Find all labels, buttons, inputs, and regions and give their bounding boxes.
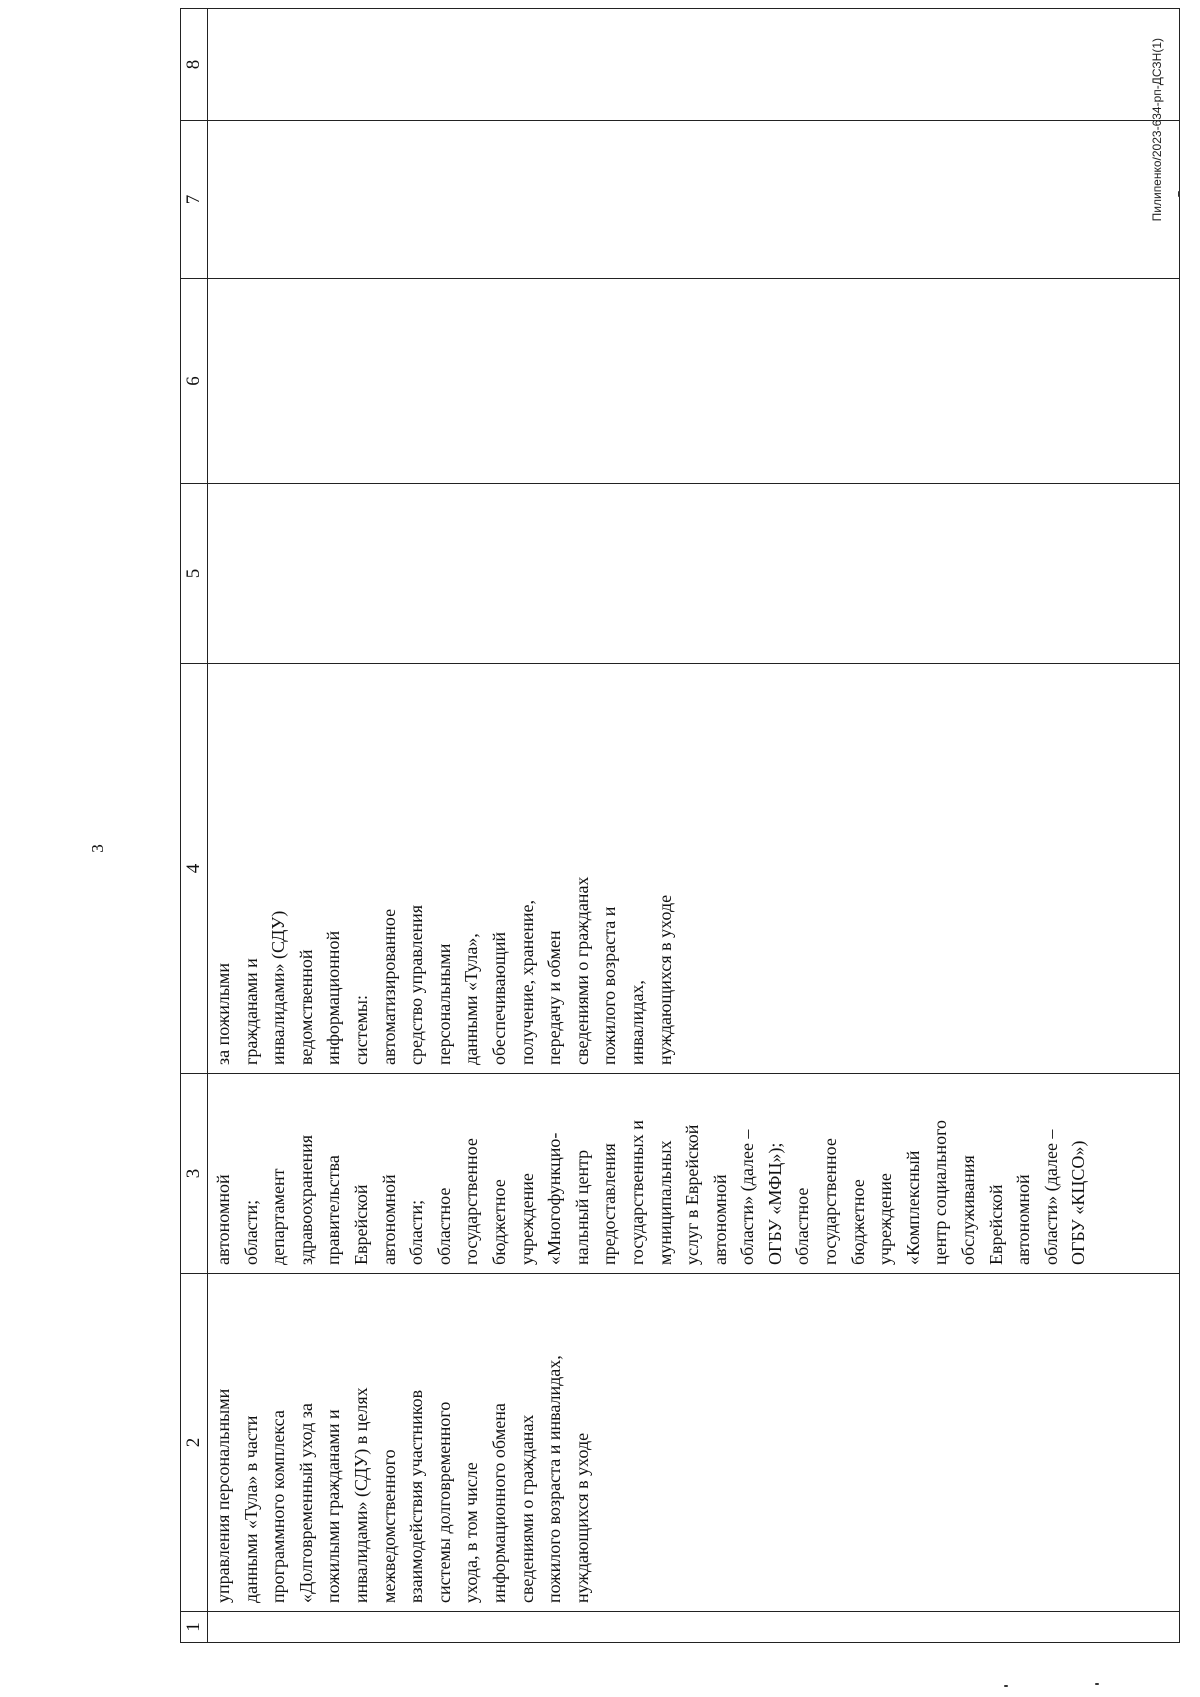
cell-text: управления персональными данными «Тула» в части программного комплекса «Долговременный уход за пожилыми гражданами и инвалидами» (СДУ) в целях межведомственного взаимодействия участников системы долговременного ухода, в том числе информационного обмена сведениями о гражданах пожилого возраста и инвалидах, нуждающихся в уходе: [213, 1355, 592, 1603]
table-cell-col1: [208, 1612, 1180, 1643]
column-number: 5: [181, 484, 208, 664]
cell-text: автономной области; департамент здравоохранения правительства Еврейской автономной области; областное государственное бюджетное учреждение «Многофункцио- нальный центр предоставления государственных и муниципальных услуг в Еврейской автономной области» (далее – ОГБУ «МФЦ»); областное государственное бюджетное учреждение «Комплексный центр социального обслуживания Еврейской автономной области» (далее – ОГБУ «КЦСО»): [213, 1119, 1089, 1265]
column-number: 1: [181, 1612, 208, 1643]
column-number-row: [181, 9, 208, 1643]
table-cell-col5: [208, 484, 1180, 664]
table-cell-col4: [208, 664, 1180, 1074]
table-cell-col2: [208, 1274, 1180, 1612]
column-number: 7: [181, 121, 208, 279]
column-number: 8: [181, 9, 208, 121]
column-number: 4: [181, 664, 208, 1074]
page-number: 3: [88, 844, 107, 853]
document-registration-code: Пилипенко/2023-634-рп-ДСЗН(1): [1150, 38, 1164, 222]
document-table: [180, 8, 1180, 1643]
table-cell-col6: [208, 279, 1180, 484]
column-number: 3: [181, 1074, 208, 1274]
cell-text: за пожилыми гражданами и инвалидами» (СДУ) ведомственной информационной системы: автоматизированное средство управления персональными данными «Тула», обеспечивающий получение, хранение, передачу и обмен сведениями о гражданах пожилого возраста и инвалидах, нуждающихся в уходе: [213, 876, 675, 1065]
table-row: [208, 9, 1180, 1643]
table-cell-col3: [208, 1074, 1180, 1274]
scan-speck: [1095, 1683, 1099, 1685]
scan-speck: [1178, 191, 1180, 197]
table-cell-col8: [208, 9, 1180, 121]
column-number: 2: [181, 1274, 208, 1612]
table-cell-col7: [208, 121, 1180, 279]
column-number: 6: [181, 279, 208, 484]
scan-speck: [1004, 1685, 1008, 1687]
